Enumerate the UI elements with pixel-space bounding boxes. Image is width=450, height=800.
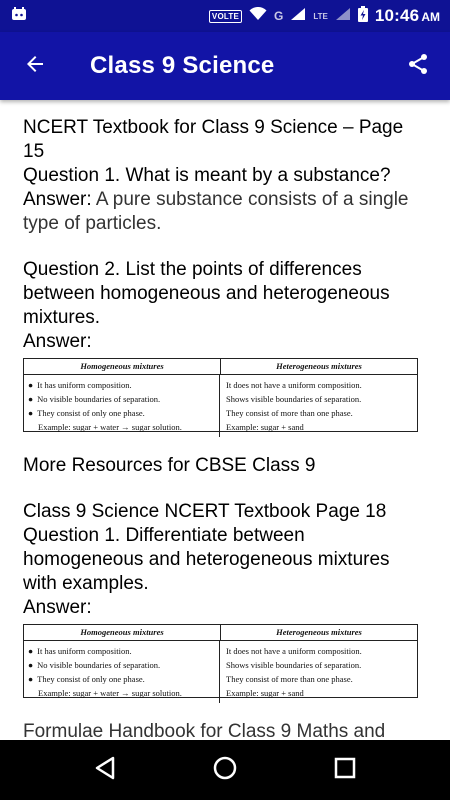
nav-recents-button[interactable]: [315, 740, 375, 800]
volte-badge: VOLTE: [209, 10, 242, 23]
table-cell: ● They consist of only one phase.: [28, 674, 145, 684]
table-header-left: Homogeneous mixtures: [24, 625, 221, 640]
arrow-back-icon: [23, 52, 47, 81]
comparison-table-image: [23, 358, 418, 432]
answer-paragraph: [23, 188, 428, 236]
share-icon: [406, 52, 430, 81]
table-header-right: Heterogeneous mixtures: [276, 627, 362, 637]
section-heading: Class 9 Science NCERT Textbook Page 18: [23, 501, 387, 522]
battery-charging-icon: [358, 6, 368, 27]
table-cell: It does not have a uniform composition.: [226, 380, 362, 390]
table-cell: ● No visible boundaries of separation.: [28, 660, 161, 670]
formulae-handbook-link[interactable]: Formulae Handbook for Class 9 Maths and: [23, 721, 386, 740]
question-text: Question 2. List the points of differences between homogeneous and heterogeneous mixtures.: [23, 259, 390, 328]
more-resources-link-block: [23, 454, 428, 478]
table-cell: It does not have a uniform composition.: [226, 646, 362, 656]
table-cell: ● It has uniform composition.: [28, 380, 132, 390]
question-text: Question 1. Differentiate between homogeneous and heterogeneous mixtures with examples.: [23, 525, 390, 594]
table-cell: ● It has uniform composition.: [28, 646, 132, 656]
answer-label: Answer:: [23, 189, 92, 210]
section-page18: [23, 500, 428, 698]
wifi-icon: [249, 7, 267, 26]
nav-recents-icon: [334, 757, 356, 784]
system-nav-bar: [0, 740, 450, 800]
table-header-left: Homogeneous mixtures: [24, 359, 221, 374]
table-cell: ● They consist of only one phase.: [28, 408, 145, 418]
clock-time: 10:46: [374, 6, 420, 25]
question-text: Question 1. What is meant by a substance?: [23, 165, 391, 186]
answer-label: Answer:: [23, 597, 92, 618]
table-cell: Example: sugar + water → sugar solution.: [38, 688, 182, 698]
footer-link-block: [23, 720, 428, 740]
page-title: Class 9 Science: [90, 52, 275, 79]
status-bar: [0, 0, 450, 32]
nav-home-icon: [212, 755, 238, 786]
share-button[interactable]: [386, 32, 450, 100]
lte-label: LTE: [313, 11, 328, 21]
table-header-right: Heterogeneous mixtures: [276, 361, 362, 371]
article-content[interactable]: [0, 100, 450, 740]
table-cell: Example: sugar + water → sugar solution.: [38, 422, 182, 432]
back-button[interactable]: [0, 32, 70, 100]
answer-label: Answer:: [23, 331, 92, 352]
section-heading: NCERT Textbook for Class 9 Science – Page 15: [23, 117, 404, 162]
table-cell: Example: sugar + sand: [226, 688, 304, 698]
table-cell: They consist of more than one phase.: [226, 674, 353, 684]
answer-text: A pure substance consists of a single type of particles.: [23, 189, 409, 234]
section-page15: [23, 116, 428, 236]
clock-ampm: AM: [421, 10, 440, 24]
signal-icon-2: [335, 7, 351, 26]
section-question2: [23, 258, 428, 432]
android-notification-icon: [10, 6, 28, 27]
app-bar: [0, 32, 450, 100]
comparison-table-image: [23, 624, 418, 698]
nav-back-button[interactable]: [75, 740, 135, 800]
table-cell: Shows visible boundaries of separation.: [226, 660, 362, 670]
nav-back-icon: [94, 756, 116, 785]
table-cell: ● No visible boundaries of separation.: [28, 394, 161, 404]
table-cell: Shows visible boundaries of separation.: [226, 394, 362, 404]
more-resources-link[interactable]: More Resources for CBSE Class 9: [23, 455, 316, 476]
table-cell: They consist of more than one phase.: [226, 408, 353, 418]
network-type-label: G: [273, 9, 284, 23]
table-cell: Example: sugar + sand: [226, 422, 304, 432]
nav-home-button[interactable]: [195, 740, 255, 800]
signal-icon: [290, 7, 306, 26]
